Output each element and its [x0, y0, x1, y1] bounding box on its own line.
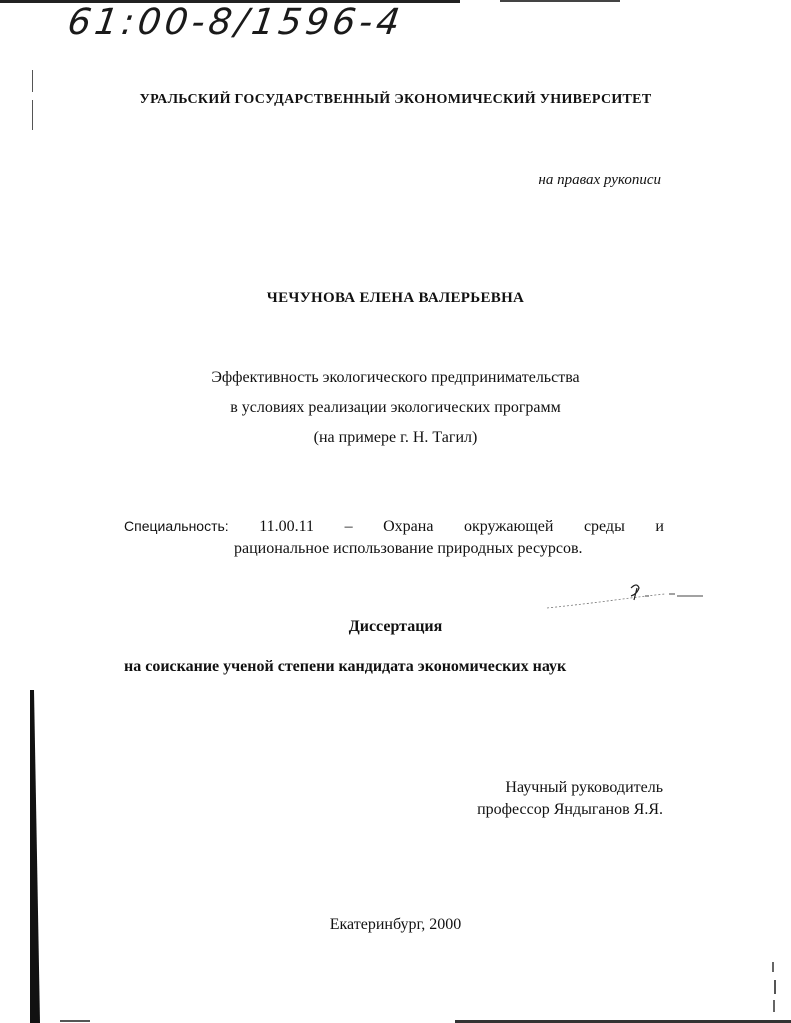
scan-specks: [770, 960, 780, 1020]
specialty-word: окружающей: [463, 518, 554, 535]
thesis-title-line-2: в условиях реализации экологических программ: [230, 399, 561, 416]
archive-code: 61:00-8/1596-4: [65, 2, 407, 43]
specialty-word: и: [655, 518, 664, 535]
specialty-line-1: [124, 518, 664, 536]
scan-bottom-edge-segment: [60, 1020, 90, 1022]
specialty-word: Охрана: [383, 518, 434, 535]
city-year: Екатеринбург, 2000: [329, 916, 462, 933]
supervisor-name: профессор Яндыганов Я.Я.: [477, 801, 663, 818]
degree-statement: на соискание ученой степени кандидата экономических наук: [124, 658, 567, 675]
signature-mark: [545, 574, 705, 614]
specialty-code: 11.00.11: [259, 518, 315, 535]
document-type: Диссертация: [348, 618, 443, 635]
scan-top-edge-segment: [500, 0, 620, 2]
specialty-dash: –: [344, 518, 353, 535]
supervisor-block: [477, 777, 663, 821]
thesis-title-line-3: (на примере г. Н. Тагил): [313, 429, 478, 446]
specialty-line-2: рациональное использование природных ресурсов.: [234, 540, 583, 557]
scan-binding-shadow: [30, 690, 60, 1023]
thesis-title-line-1: Эффективность экологического предпринимательства: [211, 369, 580, 386]
scan-margin-mark: [32, 70, 33, 92]
specialty-word: среды: [583, 518, 625, 535]
specialty-label: Специальность:: [124, 518, 229, 534]
supervisor-role: Научный руководитель: [505, 779, 663, 796]
manuscript-rights-note: на правах рукописи: [538, 172, 661, 188]
university-name: УРАЛЬСКИЙ ГОСУДАРСТВЕННЫЙ ЭКОНОМИЧЕСКИЙ УНИВЕРСИТЕТ: [139, 92, 652, 107]
author-name: ЧЕЧУНОВА ЕЛЕНА ВАЛЕРЬЕВНА: [266, 290, 525, 306]
